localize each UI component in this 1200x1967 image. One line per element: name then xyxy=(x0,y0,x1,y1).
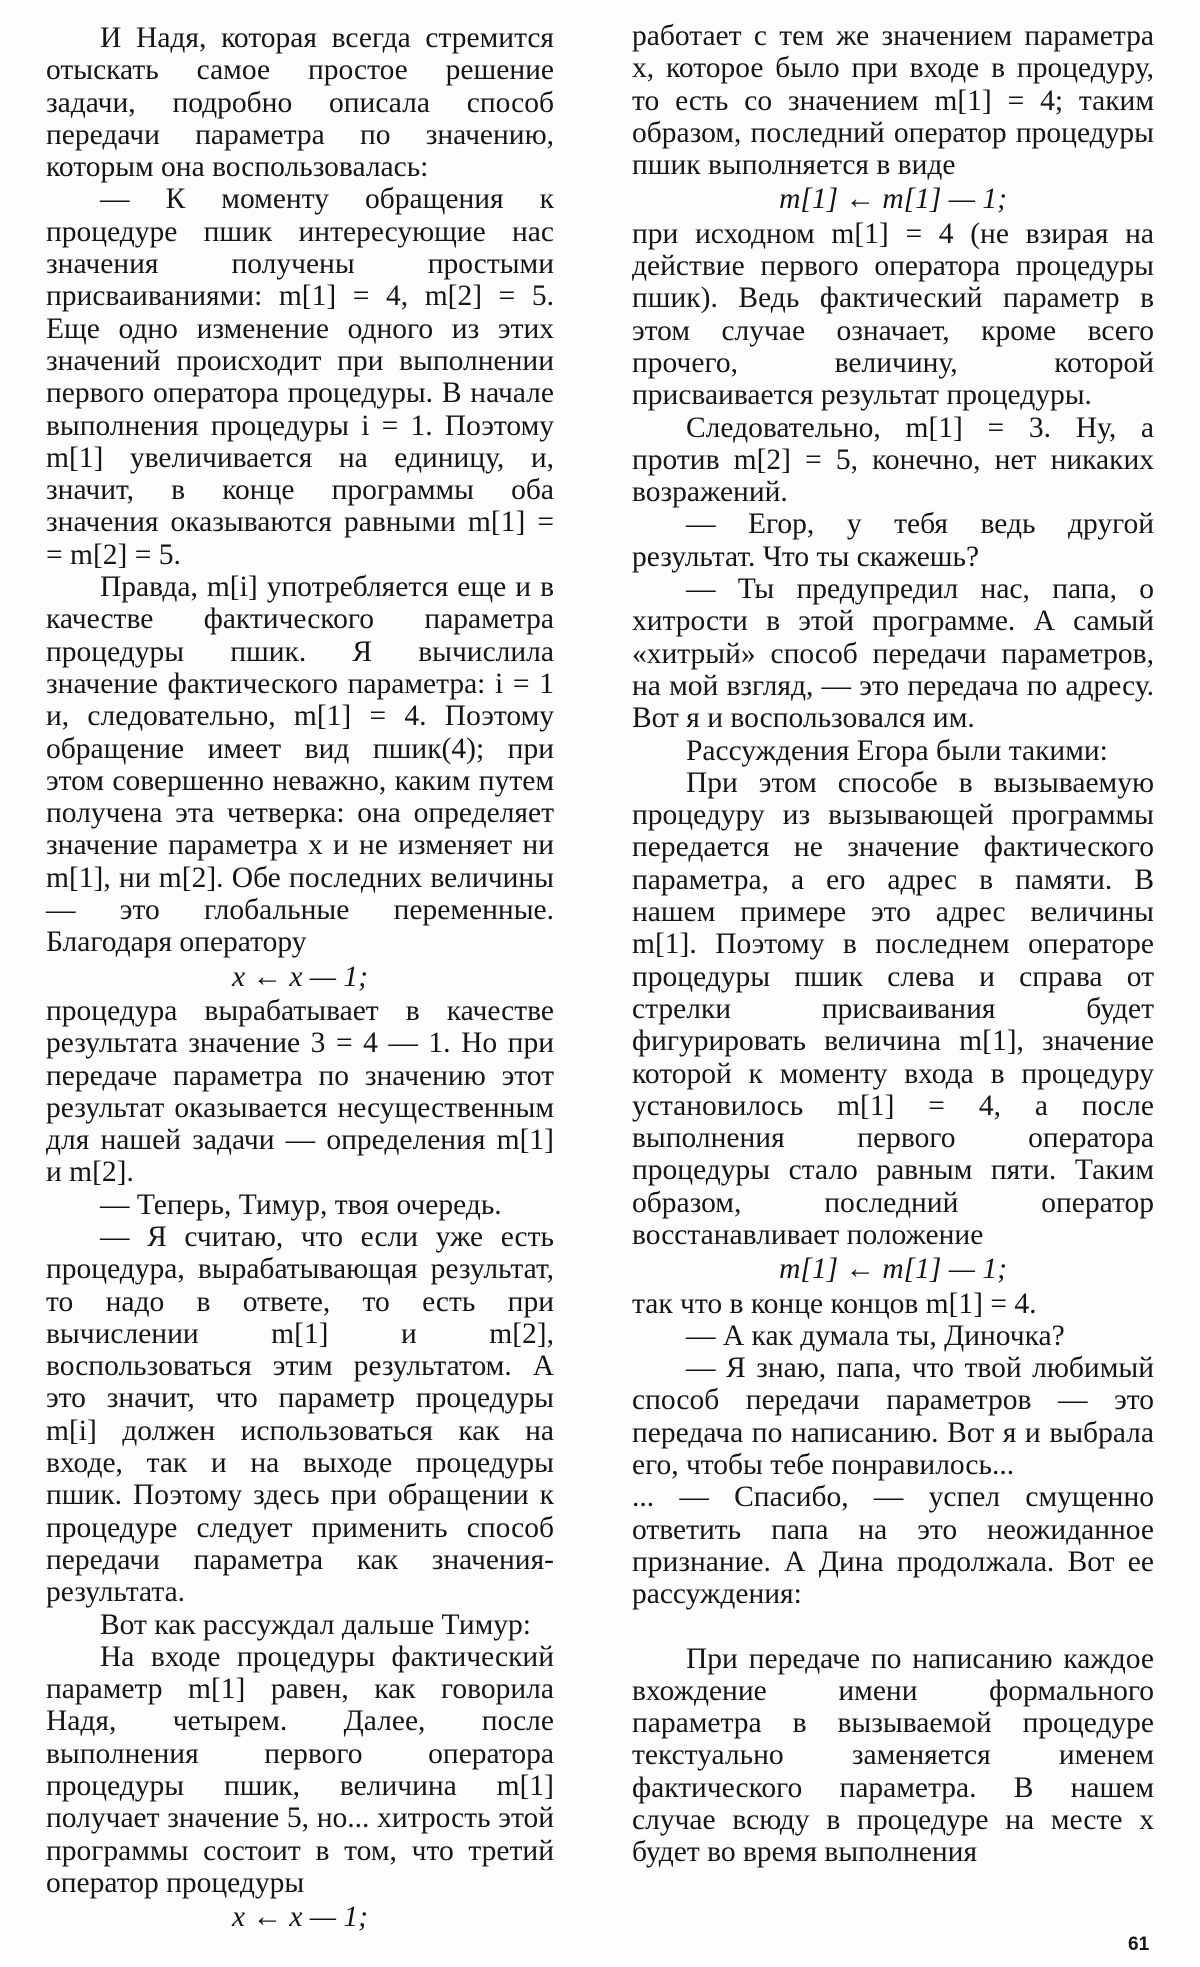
spacer xyxy=(632,1611,1154,1643)
paragraph: работает с тем же значением параметра x, которое было при входе в процедуру, то есть со значением m[1] = 4; таким образом, последний оператор процедуры пшик выполняется в виде xyxy=(632,20,1154,182)
formula: m[1] ← m[1] — 1; xyxy=(779,183,1007,216)
paragraph: При этом способе в вызываемую процедуру из вызывающей программы передается не значение фактического параметра, а его адрес в памяти. В нашем примере это адрес величины m[1]. Поэтому в последнем операторе процедуры пшик слева и справа от стрелки присваивания будет фигурировать величина m[1], значение которой к моменту входа в процедуру установилось m[1] = 4, а после выполнения первого оператора процедуры стало равным пяти. Таким образом, последний оператор восстанавливает положение xyxy=(632,766,1154,1251)
paragraph: Следовательно, m[1] = 3. Ну, а против m[2] = 5, конечно, нет никаких возражений. xyxy=(632,411,1154,509)
paragraph: — Ты предупредил нас, папа, о хитрости в этой программе. А самый «хитрый» способ передачи параметров, на мой взгляд, — это передача по адресу. Вот я и воспользовался им. xyxy=(632,573,1154,735)
paragraph: Рассуждения Егора были такими: xyxy=(686,734,1108,767)
paragraph: Вот как рассуждал дальше Тимур: xyxy=(100,1608,531,1641)
paragraph: — Теперь, Тимур, твоя очередь. xyxy=(100,1188,502,1221)
paragraph: — Я считаю, что если уже есть процедура, вырабатывающая результат, то надо в ответе, то есть при вычислении m[1] и m[2], воспользоваться этим результатом. А это значит, что параметр процедуры m[i] должен использоваться как на входе, так и на выходе процедуры пшик. Поэтому здесь при обращении к процедуре следует применить способ передачи параметра как значения-результата. xyxy=(46,1220,554,1609)
formula: x ← x — 1; xyxy=(232,1901,368,1934)
paragraph: ... — Спасибо, — успел смущенно ответить папа на это неожиданное признание. А Дина продолжала. Вот ее рассуждения: xyxy=(632,1481,1154,1611)
paragraph: процедура вырабатывает в качестве результата значение 3 = 4 — 1. Но при передаче параметра по значению этот результат оказывается несущественным для нашей задачи — определения m[1] и m[2]. xyxy=(46,994,554,1189)
paragraph: — К моменту обращения к процедуре пшик интересующие нас значения получены простыми присваиваниями: m[1] = 4, m[2] = 5. Еще одно изменение одного из этих значений происходит при выполнении первого оператора процедуры. В начале выполнения процедуры i = 1. Поэтому m[1] увеличивается на единицу, и, значит, в конце программы оба значения оказываются равными m[1] = = m[2] = 5. xyxy=(46,183,554,571)
left-column xyxy=(46,22,554,1936)
page-number: 61 xyxy=(1128,1934,1150,1955)
paragraph: — Я знаю, папа, что твой любимый способ передачи параметров — это передача по написанию. Вот я и выбрала его, чтобы тебе понравилось... xyxy=(632,1352,1154,1482)
paragraph: И Надя, которая всегда стремится отыскать самое простое решение задачи, подробно описала способ передачи параметра по значению, которым она воспользовалась: xyxy=(46,22,554,184)
paragraph: при исходном m[1] = 4 (не взирая на действие первого оператора процедуры пшик). Ведь фактический параметр в этом случае означает, кроме всего прочего, величину, которой присваивается результат процедуры. xyxy=(632,217,1154,412)
paragraph: На входе процедуры фактический параметр m[1] равен, как говорила Надя, четырем. Далее, после выполнения первого оператора процедуры пшик, величина m[1] получает значение 5, но... хитрость этой программы состоит в том, что третий оператор процедуры xyxy=(46,1640,554,1899)
paragraph: Правда, m[i] употребляется еще и в качестве фактического параметра процедуры пшик. Я вычислила значение фактического параметра: i = 1 и, следовательно, m[1] = 4. Поэтому обращение имеет вид пшик(4); при этом совершенно неважно, каким путем получена эта четверка: она определяет значение параметра x и не изменяет ни m[1], ни m[2]. Обе последних величины — это глобальные переменные. Благодаря оператору xyxy=(46,571,554,959)
formula: m[1] ← m[1] — 1; xyxy=(779,1253,1007,1286)
paragraph: При передаче по написанию каждое вхождение имени формального параметра в вызываемой процедуре текстуально заменяется именем фактического параметра. В нашем случае всюду в процедуре на месте x будет во время выполнения xyxy=(632,1642,1154,1869)
paragraph: так что в конце концов m[1] = 4. xyxy=(632,1287,1037,1320)
right-column xyxy=(632,20,1154,1869)
paragraph: — А как думала ты, Диночка? xyxy=(686,1319,1065,1352)
paragraph: — Егор, у тебя ведь другой результат. Что ты скажешь? xyxy=(632,508,1154,573)
formula: x ← x — 1; xyxy=(232,960,368,993)
